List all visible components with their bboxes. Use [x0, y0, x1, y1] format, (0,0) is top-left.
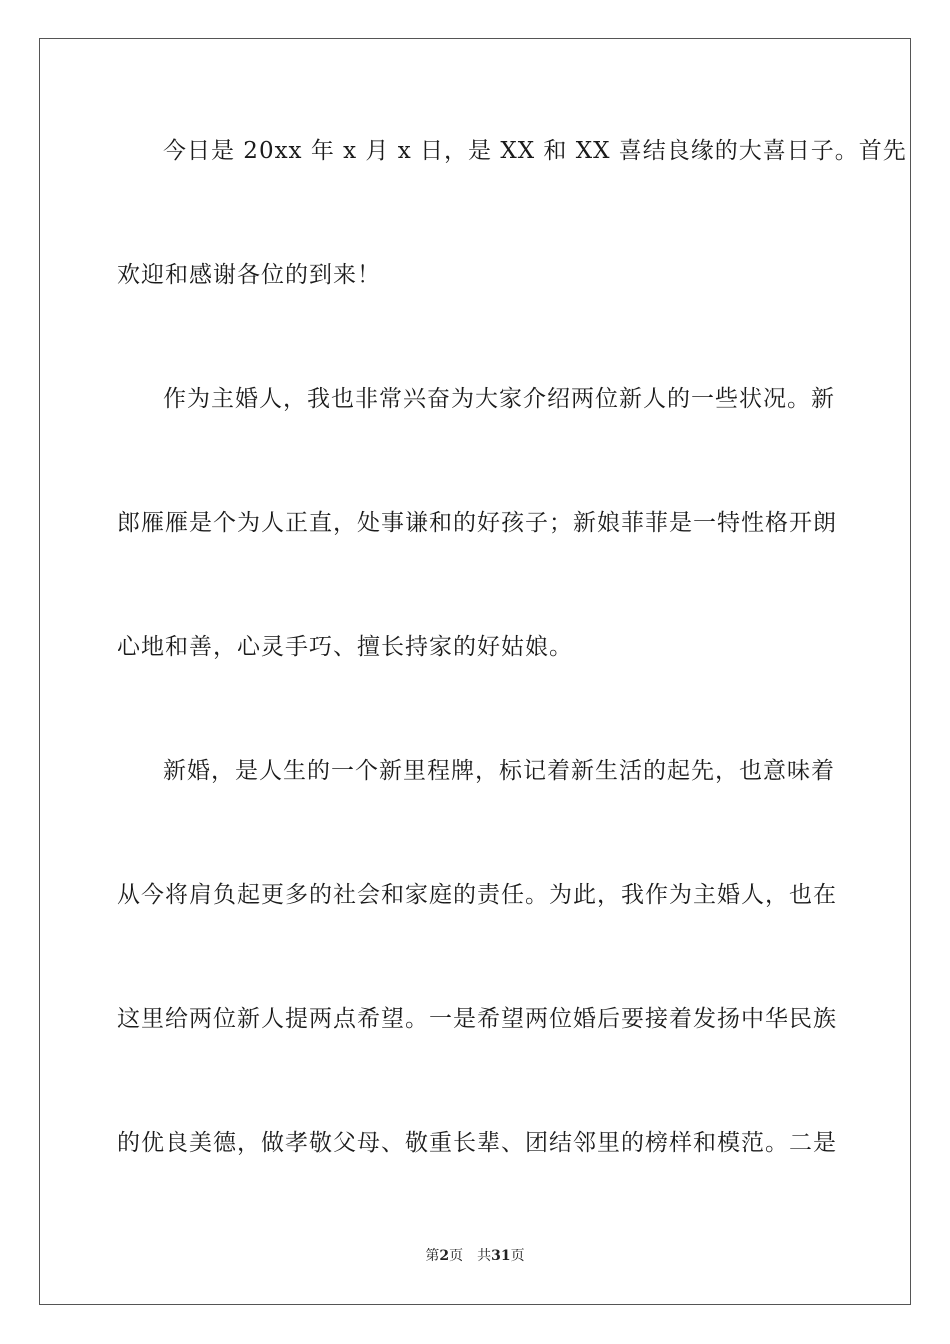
paragraph-3-line-1: 新婚，是人生的一个新里程牌，标记着新生活的起先，也意味着: [163, 758, 835, 784]
paragraph-3-line-3: 这里给两位新人提两点希望。一是希望两位婚后要接着发扬中华民族: [117, 1006, 837, 1032]
total-suffix: 页: [510, 1248, 525, 1264]
total-prefix: 共: [477, 1248, 492, 1264]
paragraph-1-line-1: 今日是 20xx 年 x 月 x 日，是 XX 和 XX 喜结良缘的大喜日子。首先: [163, 138, 907, 164]
page-prefix: 第: [425, 1248, 440, 1264]
total-pages: 31: [491, 1248, 511, 1264]
paragraph-1-line-2: 欢迎和感谢各位的到来！: [117, 262, 381, 288]
page-border: [39, 38, 911, 1305]
page-suffix: 页: [449, 1248, 464, 1264]
paragraph-3-line-4: 的优良美德，做孝敬父母、敬重长辈、团结邻里的榜样和模范。二是: [117, 1130, 837, 1156]
paragraph-3-line-2: 从今将肩负起更多的社会和家庭的责任。为此，我作为主婚人，也在: [117, 882, 837, 908]
paragraph-2-line-3: 心地和善，心灵手巧、擅长持家的好姑娘。: [117, 634, 573, 660]
paragraph-2-line-1: 作为主婚人，我也非常兴奋为大家介绍两位新人的一些状况。新: [163, 386, 835, 412]
page-number: 2: [439, 1248, 450, 1264]
paragraph-2-line-2: 郎雁雁是个为人正直，处事谦和的好孩子；新娘菲菲是一特性格开朗: [117, 510, 837, 536]
page-footer: [0, 1246, 950, 1266]
